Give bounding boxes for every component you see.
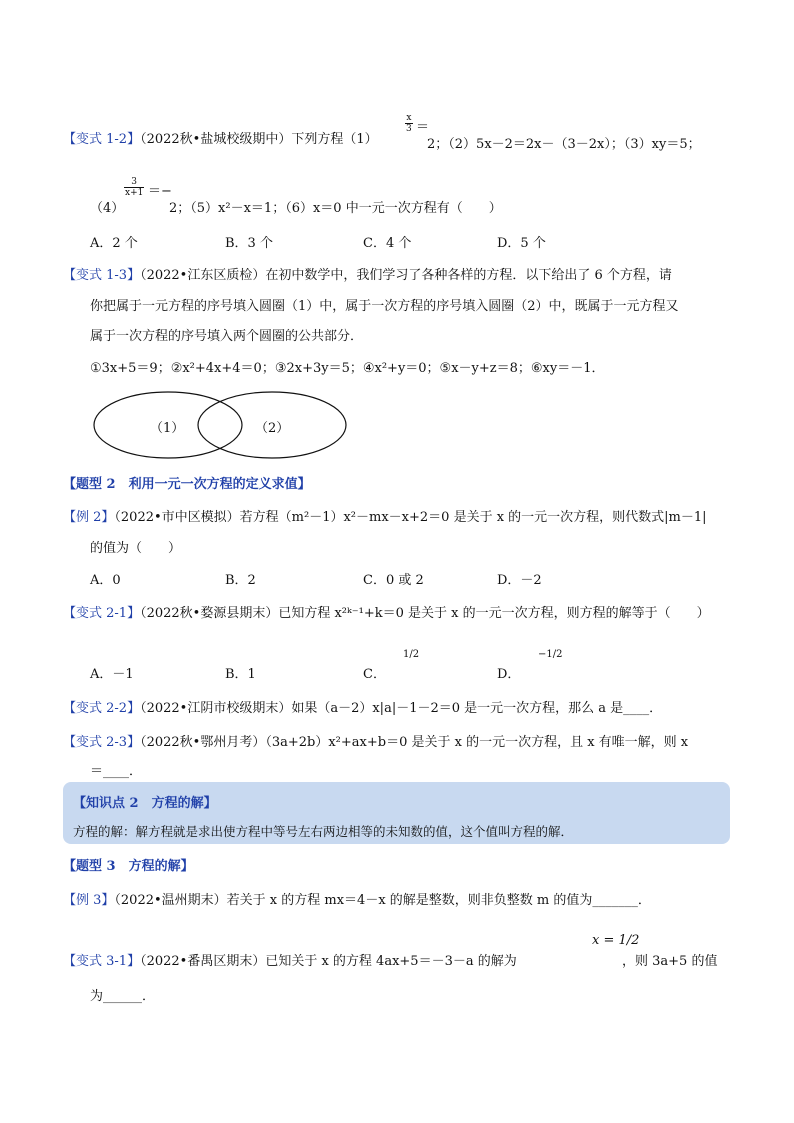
v12-frac2-den: x+1: [125, 188, 144, 198]
ex2-option-b: B．2: [225, 573, 256, 588]
v12-line1-rest: 2；（2）5x－2＝2x－（3－2x）；（3）xy＝5；: [427, 137, 701, 152]
v12-line2-start: （4）: [90, 201, 125, 216]
v31-text-1b: ，则 3a+5 的值: [622, 954, 718, 969]
venn-label-2: （2）: [255, 421, 290, 436]
v13-tag: 【变式 1-3】: [63, 268, 141, 283]
v12-frac1-den: 3: [406, 124, 412, 134]
ex3-line: [63, 889, 651, 908]
v12-tag: 【变式 1-2】: [63, 132, 141, 147]
v21-option-c: C．: [363, 667, 386, 682]
v12-eq2: ＝−: [148, 184, 172, 199]
v12-frac1-num: x: [406, 113, 412, 123]
v13-line3: 属于一次方程的序号填入两个圆圈的公共部分．: [90, 329, 364, 344]
v12-option-a: A．2 个: [90, 236, 138, 251]
ex2-text-1: （2022•市中区模拟）若方程（m²－1）x²－mx－x+2＝0 是关于 x 的一元一次方程，则代数式|m－1|: [114, 510, 707, 525]
v31-line2: 为______．: [90, 989, 156, 1004]
v13-line2: 你把属于一元方程的序号填入圆圈（1）中，属于一次方程的序号填入圆圈（2）中，既属于一元方程又: [90, 299, 679, 314]
v12-eq1: ＝: [416, 120, 430, 135]
v12-option-d: D．5 个: [497, 236, 546, 251]
v12-line2-rest: 2；（5）x²－x＝1；（6）x＝0 中一元一次方程有（ ）: [169, 201, 502, 216]
v22-line: [63, 697, 662, 716]
v21-text: （2022秋•婺源县期末）已知方程 x²ᵏ⁻¹+k＝0 是关于 x 的一元一次方程，则方程的解等于（ ）: [140, 606, 710, 621]
venn-diagram: [90, 388, 360, 462]
v12-fraction-2: [124, 177, 144, 198]
v23-line1: [63, 731, 688, 750]
v21-option-a: A．－1: [90, 667, 134, 682]
knowledge-heading: 【知识点 2 方程的解】: [73, 796, 217, 811]
section-heading-3: 【题型 3 方程的解】: [63, 859, 194, 874]
v21-option-d-value: −1/2: [538, 649, 563, 660]
ex3-text: （2022•温州期末）若关于 x 的方程 mx＝4－x 的解是整数，则非负整数 m 的值为_______．: [114, 893, 651, 908]
v12-line1: [63, 128, 378, 147]
v31-solution: x = 1/2: [592, 933, 640, 948]
v12-frac2-num: 3: [124, 177, 144, 188]
v21-option-c-value: 1/2: [403, 649, 420, 660]
knowledge-text: 方程的解：解方程就是求出使方程中等号左右两边相等的未知数的值，这个值叫方程的解．: [73, 824, 574, 839]
v23-line2: ＝____．: [90, 764, 143, 779]
v23-tag: 【变式 2-3】: [63, 735, 141, 750]
v12-source: （2022秋•盐城校级期中）下列方程（1）: [140, 132, 378, 147]
ex2-line2: 的值为（ ）: [90, 541, 182, 556]
v12-option-b: B．3 个: [225, 236, 273, 251]
v21-tag: 【变式 2-1】: [63, 606, 141, 621]
ex2-line1: [63, 506, 707, 525]
v31-tag: 【变式 3-1】: [63, 954, 141, 969]
ex2-option-d: D．－2: [497, 573, 542, 588]
v22-tag: 【变式 2-2】: [63, 701, 141, 716]
v21-option-d: D．: [497, 667, 521, 682]
v13-line1: [63, 264, 672, 283]
v13-text-1: （2022•江东区质检）在初中数学中，我们学习了各种各样的方程．以下给出了 6 个方程，请: [140, 268, 672, 283]
v22-text: （2022•江阴市校级期末）如果（a－2）x|a|－1－2＝0 是一元一次方程，那么 a 是____．: [140, 701, 663, 716]
v23-text-1: （2022秋•鄂州月考）（3a+2b）x²+ax+b＝0 是关于 x 的一元一次方程，且 x 有唯一解，则 x: [140, 735, 689, 750]
v31-line1: [63, 950, 517, 969]
ex2-tag: 【例 2】: [63, 510, 115, 525]
v21-option-b: B．1: [225, 667, 256, 682]
v13-equations: ①3x+5＝9；②x²+4x+4＝0；③2x+3y＝5；④x²+y＝0；⑤x－y+z＝8；⑥xy＝－1．: [90, 361, 605, 376]
venn-label-1: （1）: [150, 421, 185, 436]
v12-fraction-1: [405, 113, 413, 134]
ex2-option-a: A．0: [90, 573, 121, 588]
v31-text-1: （2022•番禺区期末）已知关于 x 的方程 4ax+5＝－3－a 的解为: [140, 954, 517, 969]
ex2-option-c: C．0 或 2: [363, 573, 424, 588]
v21-line: [63, 602, 710, 621]
section-heading-2: 【题型 2 利用一元一次方程的定义求值】: [63, 477, 311, 492]
ex3-tag: 【例 3】: [63, 893, 115, 908]
v12-option-c: C．4 个: [363, 236, 412, 251]
